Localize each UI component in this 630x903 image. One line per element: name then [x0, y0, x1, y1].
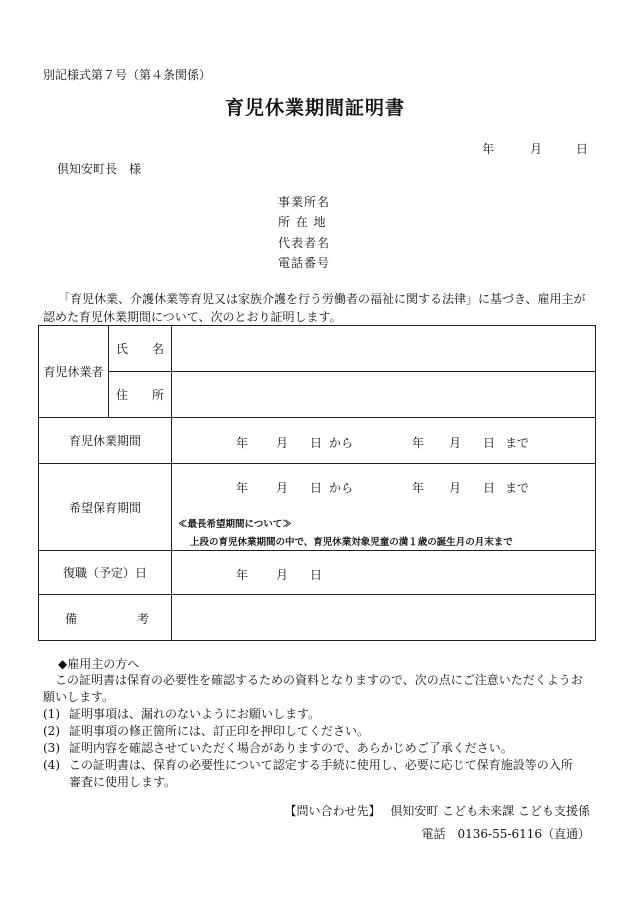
from-day: 日 — [310, 436, 323, 450]
name-label: 氏 名 — [109, 326, 172, 372]
note-number: (1) — [43, 707, 60, 721]
from-label: から — [329, 436, 354, 450]
desired-period-field[interactable] — [172, 464, 596, 551]
date-year: 年 — [482, 142, 495, 156]
contact-line — [285, 802, 590, 819]
list-item — [43, 723, 583, 740]
remarks-char-2: 考 — [137, 612, 150, 626]
list-item — [43, 706, 583, 723]
certificate-table — [38, 325, 596, 641]
note-text: 証明事項の修正箇所には、訂正印を押印してください。 — [69, 724, 370, 738]
intro-paragraph: 「育児休業、介護休業等育児又は家族介護を行う労働者の福祉に関する法律」に基づき、雇用主が認めた育児休業期間について、次のとおり証明します。 — [43, 292, 586, 324]
remarks-label — [39, 595, 172, 641]
return-year: 年 — [236, 568, 249, 582]
note-number: (4) — [43, 758, 60, 772]
form-number: 別記様式第７号（第４条関係） — [43, 68, 212, 82]
desired-from-year: 年 — [236, 481, 249, 495]
desired-to-year: 年 — [412, 481, 425, 495]
notes-body — [43, 672, 583, 791]
name-field[interactable] — [172, 326, 596, 372]
from-year: 年 — [236, 436, 249, 450]
note-text: 証明事項は、漏れのないようにお願いします。 — [69, 707, 321, 721]
remarks-field[interactable] — [172, 595, 596, 641]
to-month: 月 — [449, 436, 462, 450]
note-text: 証明内容を確認させていただく場合がありますので、あらかじめご了承ください。 — [69, 741, 513, 755]
from-month: 月 — [276, 436, 289, 450]
return-date-label: 復職（予定）日 — [39, 551, 172, 595]
addressee: 倶知安町長 様 — [57, 162, 142, 176]
return-date-field[interactable] — [172, 551, 596, 595]
note-number: (2) — [43, 724, 60, 738]
address-field[interactable] — [172, 372, 596, 418]
office-name-label: 事業所名 — [278, 195, 331, 209]
return-day: 日 — [310, 568, 323, 582]
address-label: 住 所 — [109, 372, 172, 418]
contact-department: 倶知安町 こども未来課 こども支援係 — [390, 804, 590, 818]
desired-until-label: まで — [505, 481, 530, 495]
list-item — [43, 757, 583, 791]
date-day: 日 — [576, 142, 589, 156]
to-day: 日 — [483, 436, 496, 450]
desired-to-day: 日 — [483, 481, 496, 495]
desired-from-label: から — [329, 481, 354, 495]
phone-label: 電話番号 — [278, 256, 331, 270]
max-period-text: 上段の育児休業期間の中で、育児休業対象児童の満１歳の誕生月の月末まで — [190, 537, 513, 548]
location-label: 所 在 地 — [278, 215, 327, 229]
contact-label: 【問い合わせ先】 — [284, 804, 375, 818]
list-item — [43, 740, 583, 757]
desired-to-month: 月 — [449, 481, 462, 495]
to-year: 年 — [412, 436, 425, 450]
leave-period-field[interactable] — [172, 418, 596, 464]
leave-person-label: 育児休業者 — [39, 326, 109, 418]
desired-from-day: 日 — [310, 481, 323, 495]
leave-period-label: 育児休業期間 — [39, 418, 172, 464]
document-title: 育児休業期間証明書 — [224, 97, 405, 119]
date-month: 月 — [530, 142, 543, 156]
contact-phone: 電話 0136-55-6116（直通） — [421, 827, 590, 841]
notes-intro: この証明書は保育の必要性を確認するための資料となりますので、次の点にご注意いただくようお願いします。 — [43, 673, 583, 704]
desired-period-label: 希望保育期間 — [39, 464, 172, 551]
note-text: この証明書は、保育の必要性について認定する手続に使用し、必要に応じて保育施設等の入所審査に使用します。 — [69, 758, 573, 789]
until-label: まで — [505, 436, 530, 450]
notes-heading: ◆雇用主の方へ — [58, 657, 140, 671]
desired-from-month: 月 — [276, 481, 289, 495]
return-month: 月 — [276, 568, 289, 582]
note-number: (3) — [43, 741, 60, 755]
remarks-char-1: 備 — [65, 612, 78, 626]
max-period-title: ≪最長希望期間について≫ — [178, 519, 292, 530]
representative-label: 代表者名 — [278, 236, 331, 250]
